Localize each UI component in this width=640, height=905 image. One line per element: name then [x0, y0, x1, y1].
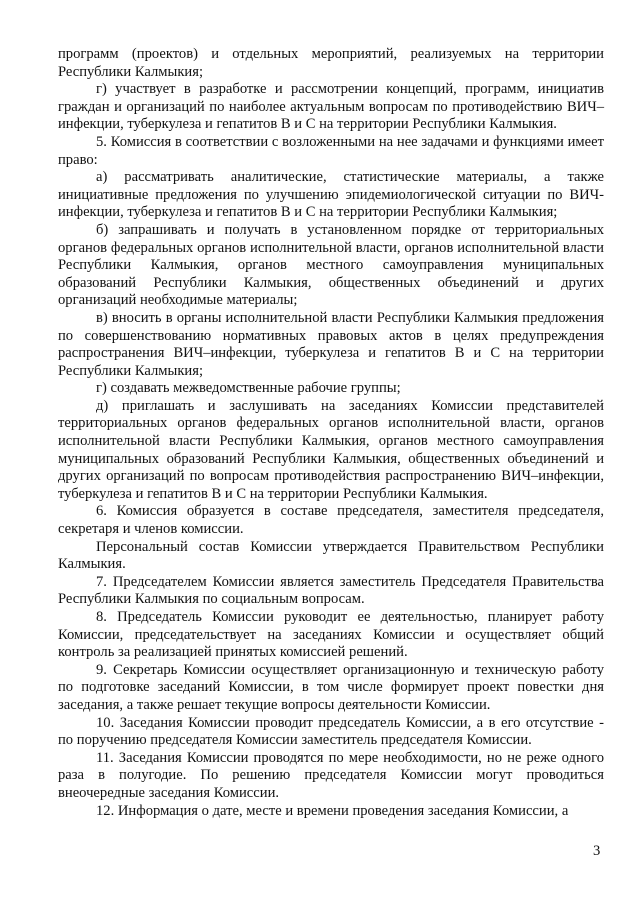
- paragraph: г) участвует в разработке и рассмотрении концепций, программ, инициатив граждан и организаций по наиболее актуальным вопросам по противодействию ВИЧ–инфекции, туберкулеза и гепатитов В и С на территории Республики Калмыкия.: [58, 81, 604, 133]
- page-number: 3: [593, 843, 601, 859]
- document-body: [58, 46, 604, 820]
- paragraph: 8. Председатель Комиссии руководит ее деятельностью, планирует работу Комиссии, председательствует на заседаниях Комиссии и осуществляет общий контроль за реализацией принятых комиссией решений.: [58, 609, 604, 661]
- paragraph: 6. Комиссия образуется в составе председателя, заместителя председателя, секретаря и членов комиссии.: [58, 503, 604, 538]
- paragraph: г) создавать межведомственные рабочие группы;: [96, 380, 401, 397]
- paragraph: в) вносить в органы исполнительной власти Республики Калмыкия предложения по совершенствованию нормативных правовых актов в целях предупреждения распространения ВИЧ–инфекции, туберкулеза и гепатитов В и С на территории Республики Калмыкия;: [58, 309, 604, 379]
- paragraph: б) запрашивать и получать в установленном порядке от территориальных органов федеральных органов исполнительной власти, органов исполнительной власти Республики Калмыкия, органов местного самоуправления муниципальных образований Республики Калмыкия, общественных объединений и других организаций необходимые материалы;: [58, 221, 604, 309]
- paragraph: 5. Комиссия в соответствии с возложенными на нее задачами и функциями имеет право:: [58, 133, 604, 168]
- paragraph: Персональный состав Комиссии утверждается Правительством Республики Калмыкия.: [58, 538, 604, 573]
- paragraph: а) рассматривать аналитические, статистические материалы, а также инициативные предложения по улучшению эпидемиологической ситуации по ВИЧ-инфекции, туберкулеза и гепатитов В и С на территории Республики Калмыкия;: [58, 169, 604, 221]
- paragraph: 10. Заседания Комиссии проводит председатель Комиссии, а в его отсутствие - по поручению председателя Комиссии заместитель председателя Комиссии.: [58, 714, 604, 749]
- paragraph: д) приглашать и заслушивать на заседаниях Комиссии представителей территориальных органов федеральных органов исполнительной власти, органов исполнительной власти Республики Калмыкия, органов местного самоуправления муниципальных образований Республики Калмыкия, общественных объединений и других организаций по вопросам противодействия распространению ВИЧ–инфекции, туберкулеза и гепатитов В и С на территории Республики Калмыкия.: [58, 397, 604, 502]
- paragraph: 9. Секретарь Комиссии осуществляет организационную и техническую работу по подготовке заседаний Комиссии, в том числе формирует проект повестки дня заседания, а также решает текущие вопросы деятельности Комиссии.: [58, 661, 604, 713]
- paragraph: программ (проектов) и отдельных мероприятий, реализуемых на территории Республики Калмыкия;: [58, 46, 604, 80]
- paragraph: 12. Информация о дате, месте и времени проведения заседания Комиссии, а: [96, 802, 569, 819]
- paragraph: 11. Заседания Комиссии проводятся по мере необходимости, но не реже одного раза в полугодие. По решению председателя Комиссии могут проводиться внеочередные заседания Комиссии.: [58, 749, 604, 801]
- paragraph: 7. Председателем Комиссии является заместитель Председателя Правительства Республики Калмыкия по социальным вопросам.: [58, 573, 604, 608]
